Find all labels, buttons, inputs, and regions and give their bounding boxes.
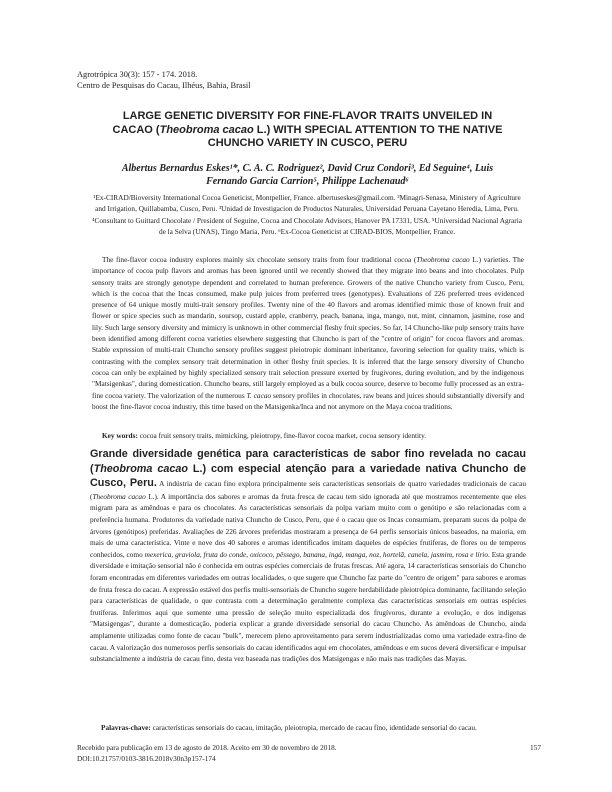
title-species: Theobroma cacao bbox=[159, 123, 254, 136]
resumo bbox=[90, 447, 526, 665]
journal-citation: Agrotrópica 30(3): 157 - 174. 2018. bbox=[77, 70, 198, 79]
abstract-species: T. cacao bbox=[246, 390, 272, 400]
affiliations: ¹Ex-CIRAD/Bioversity International Cocoa Geneticist, Montpellier, France. albertuseskes@gmail.com. ²Minagri-Senasa, Ministery of Agriculture and Irrigation, Quillabamba, Cusco, Peru. ³Unidad de Investigacion de Productos Naturales, Universidad Peruana Cayetano Heredia, Lima, Peru. ⁴Consultant to Guittard Chocolate / President of Seguine, Cocoa and Chocolate Advisors, Hanover PA 17331, USA. ⁵Universidad Nacional Agraria de la Selva (UNAS), Tingo Maria, Peru. ⁶Ex-Cocoa Geneticist at CIRAD-BIOS, Montpellier, France. bbox=[92, 193, 522, 236]
resumo-title-text: Grande diversidade genética para características de sabor fino revelada no cacau ( bbox=[90, 448, 526, 475]
abstract-text: L.) varieties. The importance of cocoa pulp flavors and aromas has been ignored until we recently showed that they migrate into beans and into chocolates. Pulp sensory traits are strongly genotype dependent and correlated to human preference. Growers of the native Chuncho variety from Cusco, Peru, which is the cocoa that the Incas consumed, make pulp juices from preferred trees (genotypes). Evaluations of 226 preferred trees evidenced presence of 64 unique mostly multi-trait sensory profiles. Twenty nine of the 40 flavors and aromas identified mimic those of known fruit and flower or spice species such as mandarin, soursop, custard apple, cranberry, peach, banana, inga, mango, nut, mint, cinnamon, jasmine, rose and lily. Such large sensory diversity and mimicry is unknown in other commercial fleshy fruit species. So far, 14 Chuncho-like pulp sensory traits have been identified among different cocoa varieties elsewhere suggesting that Chuncho is part of the "centre of origin" for cocoa flavors and aromas. Stable expression of multi-trait Chuncho sensory profiles suggest pleiotropic dominant inheritance, favoring selection for quality traits, which is contrasting with the complex sensory trait determination in other fleshy fruit species. It is inferred that the large sensory diversity of Chuncho cocoa can only be explained by highly specialized sensory trait selection pressure exerted by frugivores, during evolution, and by the indigenous "Matsigenkas", during domestication. Chuncho beans, still largely employed as a bulk cocoa source, deserve to become fully processed as an extra-fine cocoa variety. The valorization of the numerous bbox=[92, 255, 525, 400]
resumo-text: A indústria de cacau fino explora principalmente seis características sensoriais de quatro variedades tradicionais de cacau ( bbox=[90, 479, 527, 501]
abstract-paragraph bbox=[92, 254, 524, 412]
title-line-1: LARGE GENETIC DIVERSITY FOR FINE-FLAVOR TRAITS UNVEILED IN bbox=[122, 110, 493, 122]
resumo-title-text: L.) com especial atenção para a variedade nativa Chuncho de Cusco, Peru. bbox=[90, 462, 526, 490]
title-line-3: CHUNCHO VARIETY IN CUSCO, PERU bbox=[207, 137, 408, 149]
page-footer bbox=[77, 743, 547, 764]
authors-line-1: Albertus Bernardus Eskes¹*, C. A. C. Rodriguez², David Cruz Condori³, Ed Seguine⁴, Luis bbox=[121, 163, 494, 174]
journal-header bbox=[77, 69, 251, 91]
resumo-text: . Esta grande diversidade e imitação sensorial não é conhecida em outras espécies comerciais de frutas frescas. Até agora, 14 características sensoriais do Chuncho foram encontradas em diferentes variedades em outras localidades, o que sugere que Chuncho faz parte do "centro de origem" para sabores e aromas de fruta fresca do cacau. A expressão estável dos perfis multi-sensoriais de Chuncho sugere herdabilidade pleiotrópica dominante, facilitando seleção para características de qualidade, o que contrasta com a determinação geralmente complexa das características sensoriais em outras espécies frutíferas. Inferimos aqui que somente uma pressão de seleção muito especializada dos frugívoros, durante a evolução, e dos indígenas "Matsigengas", durante a domesticação, poderia explicar a grande diversidade sensorial do cacau Chuncho. As amêndoas de Chuncho, ainda amplamente utilizadas como fonte de cacau "bulk", merecem pleno aproveitamento para serem industrializadas como uma variedade extra-fino de cacau. A valorização dos numerosos perfis sensoriais do cacau identificados aqui em chocolates, amêndoas e em sucos deverá diversificar e impulsar substancialmente a indústria de cacau fino, desta vez baseada nas tradições dos Matsigengas e não mais nas tradições das Mayas. bbox=[90, 549, 527, 664]
abstract bbox=[92, 254, 524, 412]
abstract-text: The fine-flavor cocoa industry explores mainly six chocolate sensory traits from four traditional cocoa ( bbox=[102, 255, 417, 264]
author-list bbox=[95, 162, 520, 188]
palavras-label: Palavras-chave: bbox=[101, 723, 151, 732]
abstract-text: sensory profiles in chocolates, raw beans and juices should substantially diversify and boost the fine-flavor cocoa industry, this time based on the Matsigenka/Inca and not anymore on the Maya cocoa traditions. bbox=[92, 390, 524, 411]
palavras-chave bbox=[101, 722, 546, 733]
authors-line-2: Fernando Garcia Carrion⁵, Philippe Lachenaud⁶ bbox=[206, 176, 409, 187]
received-date: Recebido para publicação em 13 de agosto de 2018. Aceito em 30 de novembro de 2018. bbox=[77, 743, 337, 752]
page-number: 157 bbox=[530, 743, 541, 752]
resumo-title-species: Theobroma cacao bbox=[93, 462, 188, 475]
title-text: L.) WITH SPECIAL ATTENTION TO THE NATIVE bbox=[253, 123, 503, 136]
resumo-species: Theobroma cacao bbox=[92, 491, 146, 501]
resumo-fruit-list: mexerica, graviola, fruta do conde, oxicoco, pêssego, banana, ingá, manga, noz, hortelã, canela, jasmim, rosa e lírio bbox=[144, 549, 488, 559]
abstract-species: Theobroma cacao bbox=[416, 255, 470, 264]
keywords-label: Key words: bbox=[102, 431, 138, 440]
palavras-text: características sensoriais do cacau, imitação, pleiotropia, mercado de cacau fino, identidade sensorial do cacau. bbox=[150, 723, 477, 732]
title-line-2 bbox=[90, 124, 525, 138]
title-text: CACAO ( bbox=[112, 123, 160, 136]
keywords bbox=[102, 430, 527, 441]
journal-publisher: Centro de Pesquisas do Cacau, Ilhéus, Bahia, Brasil bbox=[77, 81, 251, 90]
keywords-text: cocoa fruit sensory traits, mimicking, pleiotropy, fine-flavor cocoa market, cocoa sensory identity. bbox=[137, 431, 427, 440]
resumo-text: L.). A importância dos sabores e aromas da fruta fresca de cacau tem sido ignorada até que mostramos recentemente que eles migram para as amêndoas e para os chocolates. As características sensoriais da polpa variam muito com o genótipo e são relacionadas com a preferência humana. Produtores da variedade nativa Chuncho de Cusco, Peru, que é o cacau que os Incas consumiam, preparam sucos da polpa de árvores (genótipos) preferidas. Avaliações de 226 árvores preferidas mostraram a presença de 64 perfis sensoriais únicos baseados, na maioria, em mais de uma característica. Vinte e nove dos 40 sabores e aromas identificados imitam daqueles de espécies frutíferas, de flores ou de temperos conhecidos, como bbox=[90, 491, 526, 559]
doi: DOI:10.21757/0103-3816.2018v30n3p157-174 bbox=[77, 753, 216, 763]
article-title bbox=[90, 110, 525, 151]
